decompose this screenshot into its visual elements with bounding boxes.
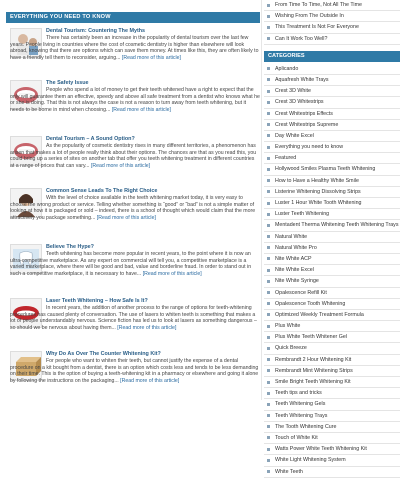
article-title[interactable]: Why Do As Over The Counter Whitening Kit? (46, 351, 161, 357)
article-excerpt (10, 35, 260, 61)
category-link[interactable]: Crest 3D Whitestrips (264, 97, 400, 108)
category-link[interactable]: Crest Whitestrips Effects (264, 109, 400, 120)
article-item (6, 188, 260, 240)
article-item (6, 351, 260, 403)
sidebar-recent-list (264, 0, 400, 45)
category-link[interactable]: Teeth Whitening Trays (264, 411, 400, 422)
category-link[interactable]: Opalescence Refill Kit (264, 288, 400, 299)
category-link[interactable]: Aquafresh White Trays (264, 75, 400, 86)
article-title[interactable]: Common Sense Leads To The Right Choice (46, 188, 158, 194)
article-item (6, 28, 260, 80)
category-link[interactable]: Nite White ACP (264, 254, 400, 265)
article-item (6, 136, 260, 188)
article-excerpt (10, 143, 260, 169)
article-item (6, 80, 260, 132)
category-link[interactable]: White Teeth (264, 467, 400, 478)
category-link[interactable]: The Tooth Whitening Cure (264, 422, 400, 433)
column-divider (261, 0, 262, 400)
category-link[interactable]: Touch of White Kit (264, 433, 400, 444)
category-link[interactable]: Plus White (264, 321, 400, 332)
article-excerpt (10, 195, 260, 221)
category-link[interactable]: Everything you need to know (264, 142, 400, 153)
category-link[interactable]: White Light Whitening System (264, 455, 400, 466)
sidebar-recent-link[interactable]: This Treatment Is Not For Everyone (264, 22, 400, 33)
sidebar-recent-link[interactable]: From Time To Time, Not All The Time (264, 0, 400, 11)
category-link[interactable]: Rembrandt 2 Hour Whitening Kit (264, 355, 400, 366)
sidebar-recent-link[interactable]: Wishing From The Outside In (264, 11, 400, 22)
article-excerpt-text: Teeth whitening has become more popular in recent years, to the point where it is now an ultra-competitive marketplace. As any expert on commercial will tell you, a competitive marketplace is a varied marketplace, where there will be good and bad, value and borderline fraud. In order to stand out in such a competitive marketplace, it is necessary to have... (10, 251, 252, 277)
category-link[interactable]: Rembrandt Mint Whitening Strips (264, 366, 400, 377)
section-header: EVERYTHING YOU NEED TO KNOW (6, 12, 260, 23)
read-more-link[interactable]: [Read more of this article] (111, 106, 171, 113)
category-link[interactable]: Teeth tips and tricks (264, 388, 400, 399)
categories-header: CATEGORIES (264, 51, 400, 62)
category-link[interactable]: Listerine Whitening Dissolving Strips (264, 187, 400, 198)
article-excerpt-text: People who spend a lot of money to get their teeth whitened have a right to expect that the only will guarantee them an effective, speedy and above all safe treatment from a dentist who knows what he or she is doing. That this is not always the case is not a reason to turn away from teeth whitening, but it needs to be borne in mind when choosing... (10, 87, 260, 113)
category-link[interactable]: Nite White Excel (264, 265, 400, 276)
article-title[interactable]: Dental Tourism – A Sound Option? (46, 136, 135, 142)
category-link[interactable]: Smile Bright Teeth Whitening Kit (264, 377, 400, 388)
category-link[interactable]: Natural White Pro (264, 243, 400, 254)
read-more-link[interactable]: [Read more of this article] (90, 162, 151, 169)
category-link[interactable]: Opalescence Tooth Whitening (264, 299, 400, 310)
article-excerpt-text: For people who want to whiten their teeth, but cannot justify the expense of a dental procedure on a kit bought from a dentist, there is an option which costs less and tends to be less demanding on their time. This is the option of buying a teeth-whitening kit in a pharmacy or elsewhere and going it alone by following the instructions on the packaging... (10, 358, 259, 384)
read-more-link[interactable]: [Read more of this article] (121, 54, 181, 61)
article-title[interactable]: Dental Tourism: Countering The Myths (46, 28, 146, 34)
sidebar (264, 0, 400, 475)
read-more-link[interactable]: [Read more of this article] (96, 214, 156, 221)
article-item (6, 298, 260, 350)
article-excerpt-text: There has certainly been an increase in the popularity of dental tourism over the last few years. People living in countries where the cost of cosmetic dentistry is higher than elsewhere will look abroad, knowing that there are options which can save them money. At times like this, they are often likely to have a friendly tell them to reconsider, arguing... (10, 35, 259, 61)
category-link[interactable]: Aplicando (264, 64, 400, 75)
article-title[interactable]: Laser Teeth Whitening – How Safe Is It? (46, 298, 148, 304)
category-link[interactable]: Teeth Whitening Gels (264, 399, 400, 410)
article-excerpt (10, 305, 260, 331)
category-link[interactable]: Crest Whitestrips Supreme (264, 120, 400, 131)
category-link[interactable]: Luster 1 Hour White Tooth Whitening (264, 198, 400, 209)
article-excerpt-text: With the level of choice available in the teeth whitening market today, it is very easy to choose the wrong product or service. Telling whether something is “good” or “bad” is not a simple matter of looking at how it is packaged or sold – indeed, there is a school of thought which would claim that the more attractively you package something... (10, 195, 256, 221)
category-link[interactable]: Plus White Teeth Whitener Gel (264, 332, 400, 343)
read-more-link[interactable]: [Read more of this article] (142, 270, 202, 277)
article-title[interactable]: Believe The Hype? (46, 244, 94, 250)
category-link[interactable]: Watts Power White Teeth Whitening Kit (264, 444, 400, 455)
article-title[interactable]: The Safety Issue (46, 80, 89, 86)
category-link[interactable]: Nite White Syringe (264, 276, 400, 287)
category-link[interactable]: Natural White (264, 232, 400, 243)
category-link[interactable]: Mentadent Therma Whitening Teeth Whitening Trays (264, 220, 400, 231)
category-link[interactable]: Quick Breeze (264, 343, 400, 354)
category-link[interactable]: Day White Excel (264, 131, 400, 142)
category-link[interactable]: Luster Teeth Whitening (264, 209, 400, 220)
category-link[interactable]: Hollywood Smiles Plasma Teeth Whitening (264, 164, 400, 175)
category-link[interactable]: How to Have a Healthy White Smile (264, 176, 400, 187)
sidebar-recent-link[interactable]: Can It Work Too Well? (264, 34, 400, 45)
article-excerpt (10, 251, 260, 277)
category-link[interactable]: Crest 3D White (264, 86, 400, 97)
article-item (6, 244, 260, 296)
article-excerpt-text: In recent years, the addition of another process to the range of options for teeth-whitening procedures has caused plenty of conversation. The use of lasers to whiten teeth is something that makes a lot of people understandably nervous. Science fiction has led us to look at lasers as something dangerous – so should we be nervous about having them... (10, 305, 257, 331)
main-content (6, 0, 260, 400)
read-more-link[interactable]: [Read more of this article] (117, 324, 177, 331)
category-link[interactable]: Optimized Weekly Treatment Formula (264, 310, 400, 321)
categories-list (264, 64, 400, 478)
article-excerpt (10, 358, 260, 384)
category-link[interactable]: Featured (264, 153, 400, 164)
article-excerpt (10, 87, 260, 113)
read-more-link[interactable]: [Read more of this article] (120, 377, 180, 384)
article-excerpt-text: As the popularity of cosmetic dentistry rises in many different territories, a phenomenon has arisen that makes a lot of people really think about their options. The chances are that as you read this, you could bring up a series of sites on another tab that offer you teeth whitening treatment in different countries at a range of prices that can vary... (10, 143, 257, 169)
